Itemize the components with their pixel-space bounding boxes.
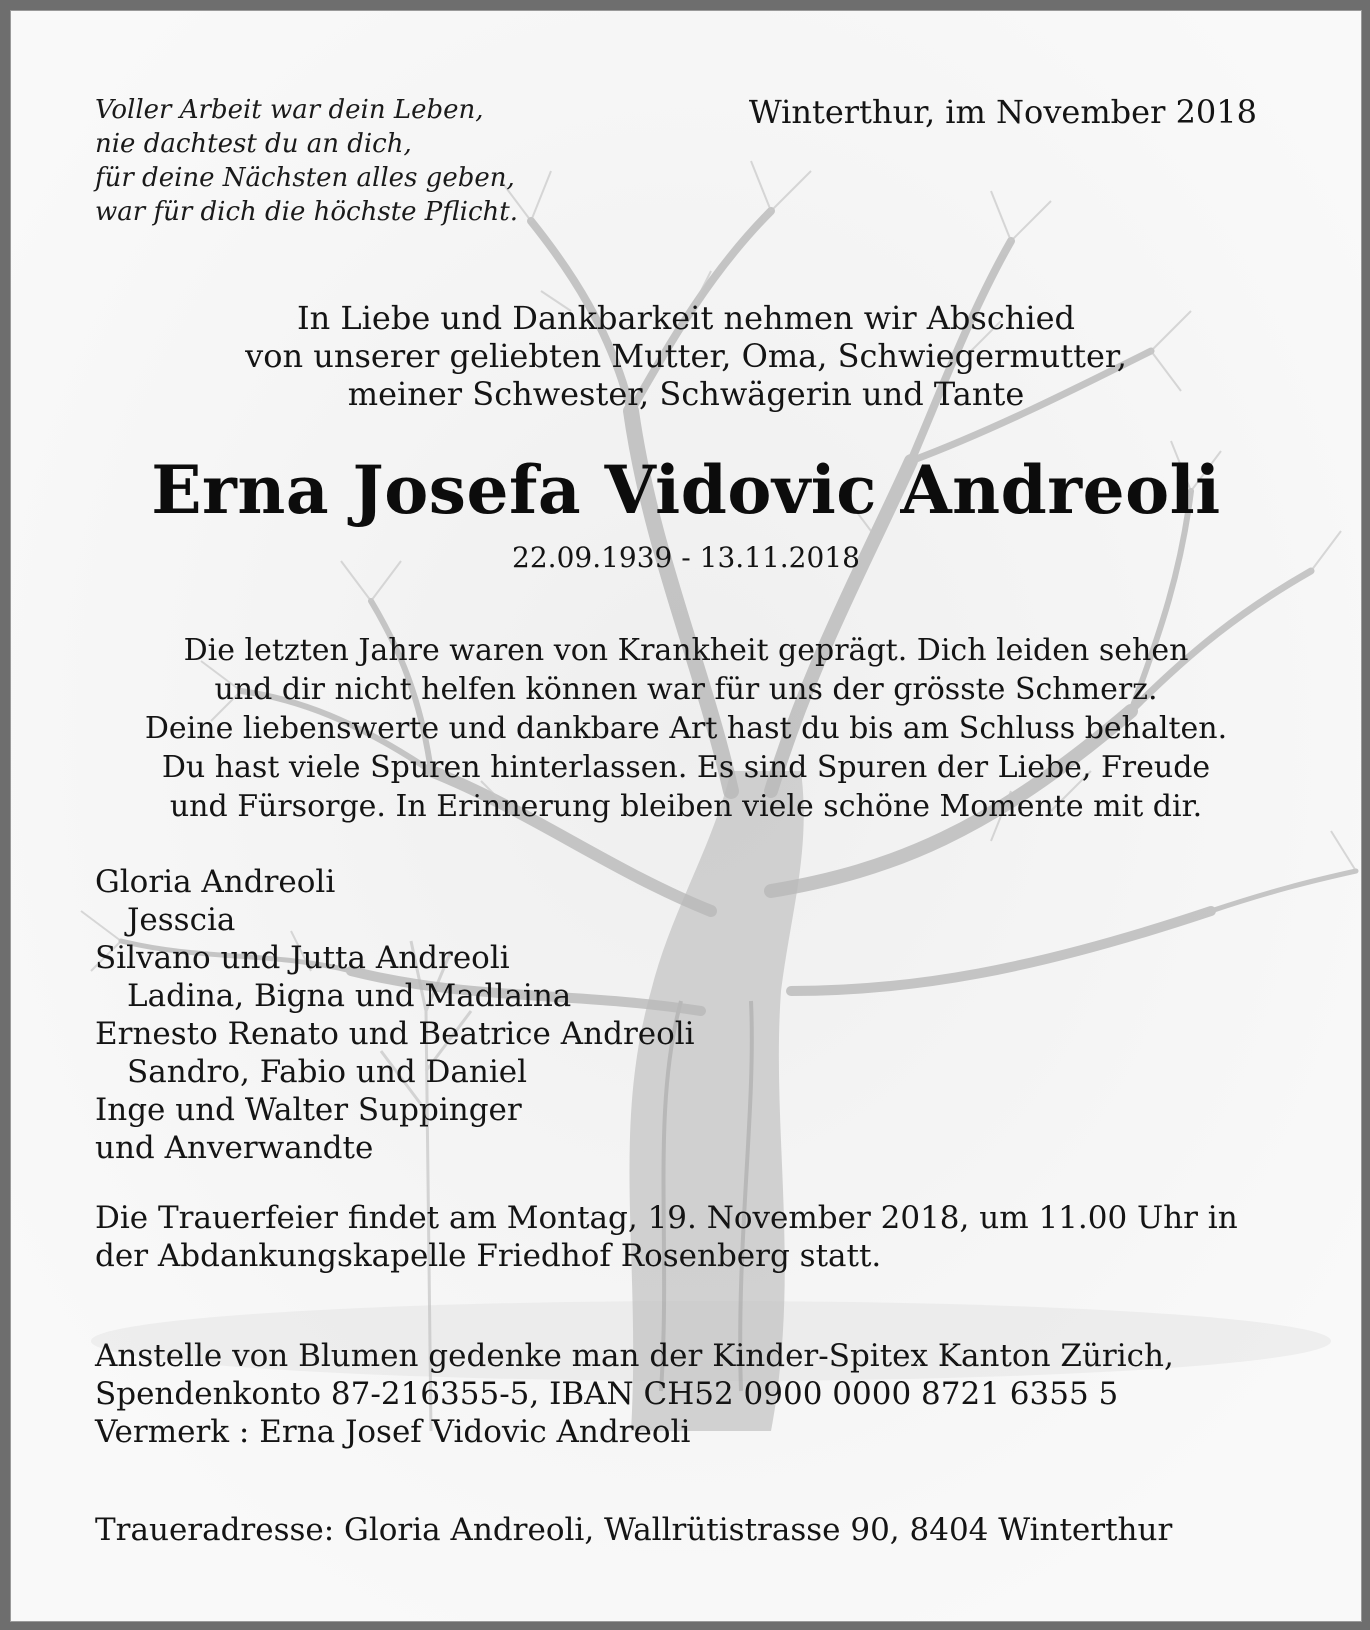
mourner-line: Jesscia xyxy=(127,902,236,938)
mourning-address xyxy=(95,1511,1172,1549)
donation-info xyxy=(95,1337,1174,1451)
tribute-text xyxy=(11,631,1361,826)
donation-line: Spendenkonto 87-216355-5, IBAN CH52 0900 0000 8721 6355 5 xyxy=(95,1376,1119,1412)
verse-line: für deine Nächsten alles geben, xyxy=(95,163,515,193)
verse-line: war für dich die höchste Pflicht. xyxy=(95,197,518,227)
donation-line: Anstelle von Blumen gedenke man der Kinder-Spitex Kanton Zürich, xyxy=(95,1338,1174,1374)
tribute-line: und Fürsorge. In Erinnerung bleiben viele schöne Momente mit dir. xyxy=(169,789,1203,824)
farewell-intro xyxy=(11,299,1361,413)
mourner-line: Ladina, Bigna und Madlaina xyxy=(127,978,572,1014)
donation-line: Vermerk : Erna Josef Vidovic Andreoli xyxy=(95,1414,691,1450)
deceased-name: Erna Josefa Vidovic Andreoli xyxy=(151,451,1221,529)
intro-line: meiner Schwester, Schwägerin und Tante xyxy=(347,375,1025,413)
ceremony-info xyxy=(95,1199,1238,1275)
place-date: Winterthur, im November 2018 xyxy=(748,93,1257,131)
verse-line: Voller Arbeit war dein Leben, xyxy=(95,95,484,125)
memorial-verse xyxy=(95,93,518,229)
mourner-line: Gloria Andreoli xyxy=(95,864,336,900)
obituary-notice xyxy=(10,10,1362,1622)
verse-line: nie dachtest du an dich, xyxy=(95,129,412,159)
mourner-line: Sandro, Fabio und Daniel xyxy=(127,1054,527,1090)
ceremony-line: der Abdankungskapelle Friedhof Rosenberg statt. xyxy=(95,1238,882,1274)
tribute-line: Die letzten Jahre waren von Krankheit geprägt. Dich leiden sehen xyxy=(183,633,1189,668)
intro-line: von unserer geliebten Mutter, Oma, Schwiegermutter, xyxy=(245,337,1127,375)
life-dates: 22.09.1939 - 13.11.2018 xyxy=(512,541,860,574)
intro-line: In Liebe und Dankbarkeit nehmen wir Abschied xyxy=(296,299,1075,337)
mourners-list xyxy=(95,863,695,1167)
mourner-line: Ernesto Renato und Beatrice Andreoli xyxy=(95,1016,695,1052)
ceremony-line: Die Trauerfeier findet am Montag, 19. November 2018, um 11.00 Uhr in xyxy=(95,1200,1238,1236)
mourner-line: Silvano und Jutta Andreoli xyxy=(95,940,510,976)
tribute-line: Deine liebenswerte und dankbare Art hast du bis am Schluss behalten. xyxy=(144,711,1228,746)
tribute-line: und dir nicht helfen können war für uns der grösste Schmerz. xyxy=(214,672,1158,707)
mourner-line: Inge und Walter Suppinger xyxy=(95,1092,522,1128)
address-line: Traueradresse: Gloria Andreoli, Wallrütistrasse 90, 8404 Winterthur xyxy=(95,1512,1173,1548)
mourner-line: und Anverwandte xyxy=(95,1130,374,1166)
tribute-line: Du hast viele Spuren hinterlassen. Es sind Spuren der Liebe, Freude xyxy=(161,750,1211,785)
